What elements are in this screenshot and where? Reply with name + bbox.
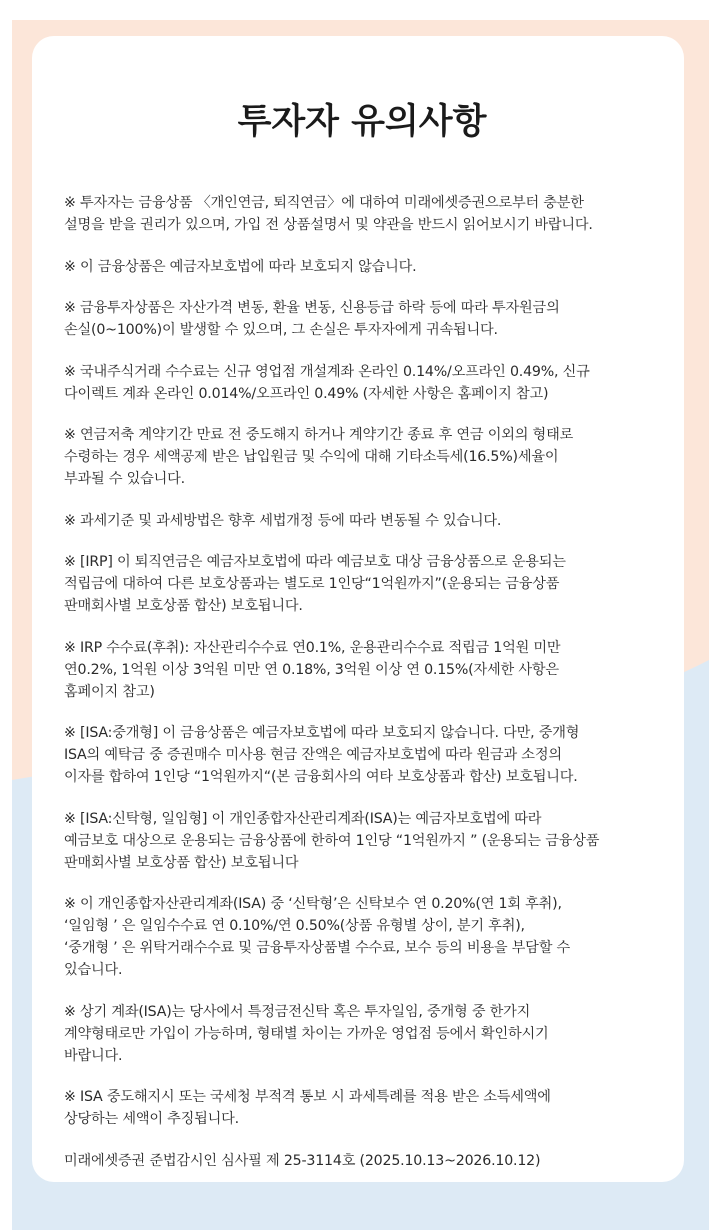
notice-item: ※ 국내주식거래 수수료는 신규 영업점 개설계좌 온라인 0.14%/오프라인 0.49%, 신규 다이렉트 계좌 온라인 0.014%/오프라인 0.49% (자세한 사항은 홈페이지 참고) xyxy=(64,363,590,402)
notice-item: ※ [ISA:신탁형, 일임형] 이 개인종합자산관리계좌(ISA)는 예금자보호법에 따라 예금보호 대상으로 운용되는 금융상품에 한하여 1인당 “1억원까지 ” (운용되는 금융상품 판매회사별 보호상품 합산) 보호됩니다 xyxy=(64,810,600,871)
page-title: 투자자 유의사항 xyxy=(237,102,487,142)
notice-item: ※ [ISA:중개형] 이 금융상품은 예금자보호법에 따라 보호되지 않습니다. 다만, 중개형 ISA의 예탁금 중 증권매수 미사용 현금 잔액은 예금자보호법에 따라 원금과 소정의 이자를 합하여 1인당 “1억원까지“(본 금융회사의 여타 보호상품과 합산) 보호됩니다. xyxy=(64,725,580,785)
notice-item: ※ 과세기준 및 과세방법은 향후 세법개정 등에 따라 변동될 수 있습니다. xyxy=(64,512,502,529)
notice-list xyxy=(64,192,660,1130)
notice-item: ※ IRP 수수료(후취): 자산관리수수료 연0.1%, 운용관리수수료 적립금 1억원 미만 연0.2%, 1억원 이상 3억원 미만 연 0.18%, 3억원 이상 연 0.15%(자세한 사항은 홈페이지 참고) xyxy=(64,639,561,700)
notice-item: ※ [IRP] 이 퇴직연금은 예금자보호법에 따라 예금보호 대상 금융상품으로 운용되는 적립금에 대하여 다른 보호상품과는 별도로 1인당“1억원까지”(운용되는 금융상품 판매회사별 보호상품 합산) 보호됩니다. xyxy=(64,554,566,614)
notice-item: ※ 이 개인종합자산관리계좌(ISA) 중 ‘신탁형’은 신탁보수 연 0.20%(연 1회 후취), ‘일임형 ’ 은 일임수수료 연 0.10%/연 0.50%(상품 유형별 상이, 분기 후취), ‘중개형 ’ 은 위탁거래수수료 및 금융투자상품별 수수료, 보수 등의 비용을 부담할 수 있습니다. xyxy=(64,896,571,978)
notice-item: ※ 이 금융상품은 예금자보호법에 따라 보호되지 않습니다. xyxy=(64,258,417,275)
notice-item: ※ ISA 중도해지시 또는 국세청 부적격 통보 시 과세특례를 적용 받은 소득세액에 상당하는 세액이 추징됩니다. xyxy=(64,1089,551,1127)
notice-card xyxy=(32,36,684,1182)
notice-item: ※ 상기 계좌(ISA)는 당사에서 특정금전신탁 혹은 투자일임, 중개형 중 한가지 계약형태로만 가입이 가능하며, 형태별 차이는 가까운 영업점 등에서 확인하시기 바랍니다. xyxy=(64,1003,549,1064)
notice-item: ※ 금융투자상품은 자산가격 변동, 환율 변동, 신용등급 하락 등에 따라 투자원금의 손실(0~100%)이 발생할 수 있으며, 그 손실은 투자자에게 귀속됩니다. xyxy=(64,300,560,338)
compliance-approval-text: 미래에셋증권 준법감시인 심사필 제 25-3114호 (2025.10.13~2026.10.12) xyxy=(64,1152,541,1169)
notice-item: ※ 연금저축 계약기간 만료 전 중도해지 하거나 계약기간 종료 후 연금 이외의 형태로 수령하는 경우 세액공제 받은 납입원금 및 수익에 대해 기타소득세(16.5%)세율이 부과될 수 있습니다. xyxy=(64,427,574,487)
notice-item: ※ 투자자는 금융상품 〈개인연금, 퇴직연금〉에 대하여 미래에셋증권으로부터 충분한 설명을 받을 권리가 있으며, 가입 전 상품설명서 및 약관을 반드시 읽어보시기 바랍니다. xyxy=(64,195,593,233)
